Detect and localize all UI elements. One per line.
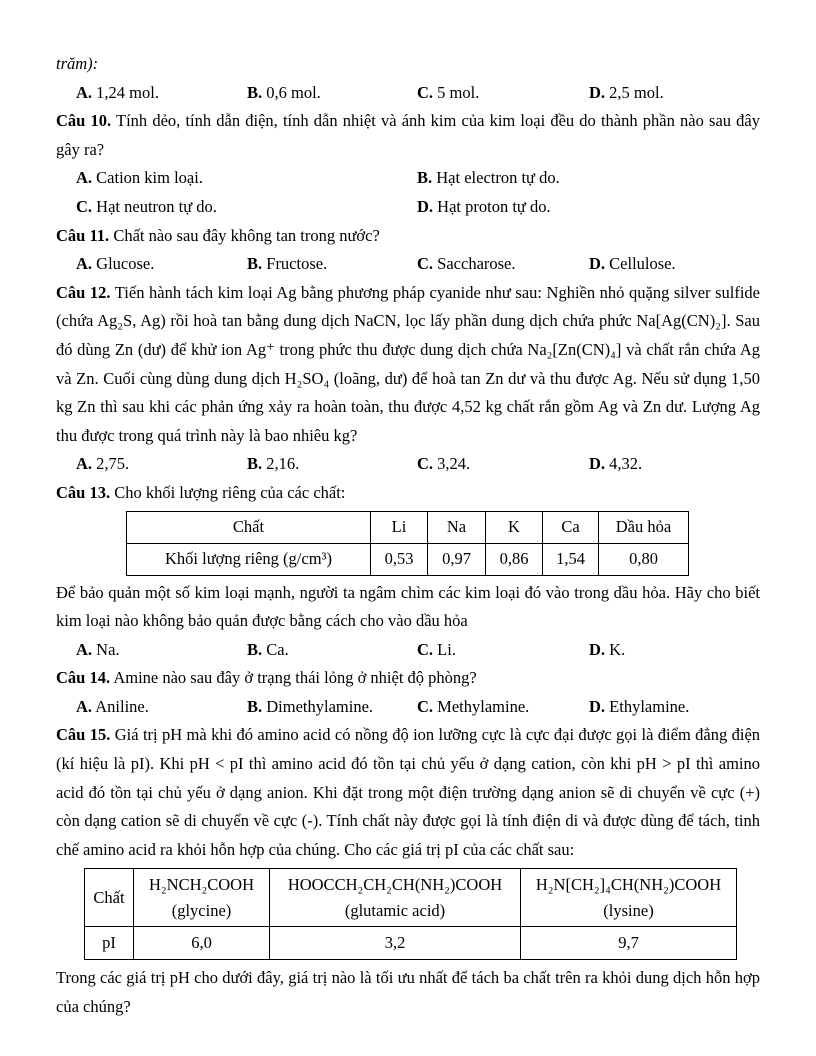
option-text: K. bbox=[609, 639, 626, 659]
question-text: Amine nào sau đây ở trạng thái lỏng ở nhiệt độ phòng? bbox=[113, 668, 477, 688]
question-stem bbox=[56, 479, 760, 508]
question-stem bbox=[56, 664, 760, 693]
option-text: 2,75. bbox=[96, 454, 130, 474]
option-text: Methylamine. bbox=[437, 696, 530, 716]
option-text: Ethylamine. bbox=[609, 696, 690, 716]
pi-table-value-row bbox=[85, 927, 737, 960]
option-text: Li. bbox=[437, 639, 456, 659]
question-text: Cho khối lượng riêng của các chất: bbox=[114, 482, 346, 502]
question-text: Tiến hành tách kim loại Ag bằng phương pháp cyanide như sau: Nghiền nhỏ quặng silver sulfide (chứa Ag₂S, Ag) rồi hoà tan bằng dung dịch NaCN, lọc lấy phần dung dịch chứa phức Na[Ag(CN)₂]. Sau đó dùng Zn (dư) để khử ion Ag⁺ trong phức thu được dung dịch chứa Na₂[Zn(CN)₄] và chất rắn chứa Ag và Zn. Cuối cùng dùng dung dịch H₂SO₄ (loãng, dư) để hoà tan Zn dư và thu được Ag. Nếu sử dụng 1,50 kg Zn thì sau khi các phản ứng xảy ra hoàn toàn, thu được 4,52 kg chất rắn gồm Ag và Zn dư. Lượng Ag thu được trong quá trình này là bao nhiêu kg? bbox=[56, 282, 761, 445]
option-d bbox=[589, 693, 760, 722]
question-14 bbox=[56, 664, 760, 721]
formula-text: HOOCCH₂CH₂CH(NH₂)COOH bbox=[287, 874, 503, 894]
option-b bbox=[417, 164, 760, 193]
option-label: A. bbox=[76, 254, 93, 274]
header-cell-ca: Ca bbox=[543, 511, 599, 543]
option-c bbox=[417, 636, 589, 665]
option-text: Cellulose. bbox=[609, 254, 676, 274]
header-cell-lysine bbox=[521, 869, 737, 927]
compound-name: (glycine) bbox=[171, 900, 232, 920]
formula-text: H₂N[CH₂]₄CH(NH₂)COOH bbox=[535, 874, 722, 894]
question-number: Câu 15. bbox=[56, 725, 111, 745]
value-cell-li: 0,53 bbox=[371, 543, 428, 575]
value-cell-glycine: 6,0 bbox=[134, 927, 270, 960]
option-label: C. bbox=[76, 196, 93, 216]
question-text: Giá trị pH mà khi đó amino acid có nồng độ ion lưỡng cực là cực đại được gọi là điểm đẳng điện (kí hiệu là pI). Khi pH < pI thì amino acid đó tồn tại chủ yếu ở dạng cation, còn khi pH > pI thì amino acid đó tồn tại chủ yếu ở dạng anion. Khi đặt trong một điện trường dạng anion sẽ di chuyển về cực (+) còn dạng cation sẽ di chuyển về cực (-). Tính chất này được gọi là tính điện di và được dùng để tách, tinh chế amino acid ra khỏi hỗn hợp của chúng. Cho các giá trị pI của các chất sau: bbox=[56, 725, 761, 859]
option-text: Hạt neutron tự do. bbox=[96, 196, 217, 216]
option-c bbox=[417, 693, 589, 722]
option-a bbox=[76, 693, 247, 722]
option-text: Cation kim loại. bbox=[96, 168, 203, 188]
option-label: C. bbox=[417, 696, 434, 716]
option-label: B. bbox=[247, 696, 263, 716]
value-cell-kerosene: 0,80 bbox=[599, 543, 689, 575]
option-b bbox=[247, 450, 417, 479]
value-cell-na: 0,97 bbox=[428, 543, 486, 575]
header-cell-li: Li bbox=[371, 511, 428, 543]
option-b bbox=[247, 636, 417, 665]
option-a bbox=[76, 250, 247, 279]
question-text: Tính dẻo, tính dẫn điện, tính dẫn nhiệt và ánh kim của kim loại đều do thành phần nào sau đây gây ra? bbox=[56, 111, 761, 159]
options-row bbox=[56, 693, 760, 722]
option-label: D. bbox=[589, 639, 606, 659]
question-number: Câu 14. bbox=[56, 668, 111, 688]
option-label: C. bbox=[417, 454, 434, 474]
option-b bbox=[247, 250, 417, 279]
option-label: D. bbox=[589, 696, 606, 716]
compound-name: (lysine) bbox=[603, 900, 654, 920]
option-d bbox=[589, 79, 760, 108]
option-text: Glucose. bbox=[96, 254, 155, 274]
compound-name: (glutamic acid) bbox=[344, 900, 446, 920]
option-a bbox=[76, 79, 247, 108]
question-text: Chất nào sau đây không tan trong nước? bbox=[113, 225, 380, 245]
option-text: Hạt electron tự do. bbox=[436, 168, 560, 188]
option-label: D. bbox=[589, 82, 606, 102]
value-cell-k: 0,86 bbox=[486, 543, 543, 575]
density-table bbox=[126, 511, 689, 576]
value-cell-ca: 1,54 bbox=[543, 543, 599, 575]
carryover-text: trăm): bbox=[56, 54, 99, 73]
option-label: A. bbox=[76, 454, 93, 474]
lead-options-row bbox=[56, 79, 760, 108]
options-row bbox=[56, 636, 760, 665]
option-label: A. bbox=[76, 82, 93, 102]
header-cell-na: Na bbox=[428, 511, 486, 543]
option-label: C. bbox=[417, 254, 434, 274]
header-cell-substance: Chất bbox=[127, 511, 371, 543]
option-c bbox=[417, 450, 589, 479]
option-b bbox=[247, 693, 417, 722]
header-cell-glycine bbox=[134, 869, 270, 927]
row-label-density: Khối lượng riêng (g/cm³) bbox=[127, 543, 371, 575]
option-text: 4,32. bbox=[609, 454, 643, 474]
option-d bbox=[417, 193, 760, 222]
option-a bbox=[76, 636, 247, 665]
option-label: B. bbox=[247, 454, 263, 474]
option-label: D. bbox=[417, 196, 434, 216]
option-label: C. bbox=[417, 82, 434, 102]
option-b bbox=[247, 79, 417, 108]
corner-cell-substance: Chất bbox=[85, 869, 134, 927]
density-table-header-row bbox=[127, 511, 689, 543]
header-cell-glutamic-acid bbox=[270, 869, 521, 927]
option-text: Ca. bbox=[266, 639, 289, 659]
options-row bbox=[56, 164, 760, 221]
question-number: Câu 13. bbox=[56, 482, 111, 502]
question-12 bbox=[56, 279, 760, 479]
formula-text: H₂NCH₂COOH bbox=[148, 874, 254, 894]
option-label: B. bbox=[247, 82, 263, 102]
option-label: A. bbox=[76, 696, 93, 716]
option-label: D. bbox=[589, 254, 606, 274]
option-text: Hạt proton tự do. bbox=[437, 196, 551, 216]
value-cell-glutamic-acid: 3,2 bbox=[270, 927, 521, 960]
option-label: C. bbox=[417, 639, 434, 659]
question-10 bbox=[56, 107, 760, 221]
option-d bbox=[589, 636, 760, 665]
question-13 bbox=[56, 479, 760, 664]
header-cell-k: K bbox=[486, 511, 543, 543]
option-a bbox=[76, 164, 417, 193]
option-text: 2,16. bbox=[266, 454, 300, 474]
option-text: Saccharose. bbox=[437, 254, 516, 274]
option-a bbox=[76, 450, 247, 479]
question-note: Để bảo quản một số kim loại mạnh, người ta ngâm chìm các kim loại đó vào trong dầu hỏa. Hãy cho biết kim loại nào không bảo quản được bằng cách cho vào dầu hỏa bbox=[56, 582, 760, 631]
option-text: Na. bbox=[96, 639, 120, 659]
pi-table bbox=[84, 868, 737, 960]
option-text: 0,6 mol. bbox=[266, 82, 321, 102]
option-text: 3,24. bbox=[437, 454, 471, 474]
option-label: B. bbox=[417, 168, 433, 188]
question-number: Câu 12. bbox=[56, 282, 111, 302]
question-11 bbox=[56, 222, 760, 279]
options-row bbox=[56, 250, 760, 279]
option-text: 5 mol. bbox=[437, 82, 480, 102]
option-label: D. bbox=[589, 454, 606, 474]
question-stem bbox=[56, 279, 760, 451]
value-cell-lysine: 9,7 bbox=[521, 927, 737, 960]
option-c bbox=[417, 250, 589, 279]
option-text: 1,24 mol. bbox=[96, 82, 159, 102]
option-label: A. bbox=[76, 168, 93, 188]
density-table-value-row bbox=[127, 543, 689, 575]
option-d bbox=[589, 450, 760, 479]
option-text: 2,5 mol. bbox=[609, 82, 664, 102]
option-text: Dimethylamine. bbox=[266, 696, 374, 716]
option-label: B. bbox=[247, 254, 263, 274]
options-row bbox=[56, 450, 760, 479]
option-label: A. bbox=[76, 639, 93, 659]
option-label: B. bbox=[247, 639, 263, 659]
option-text: Fructose. bbox=[266, 254, 328, 274]
option-c bbox=[76, 193, 417, 222]
question-15 bbox=[56, 721, 760, 1021]
question-stem bbox=[56, 107, 760, 164]
option-text: Aniline. bbox=[95, 696, 149, 716]
pi-table-header-row bbox=[85, 869, 737, 927]
question-tail: Trong các giá trị pH cho dưới đây, giá trị nào là tối ưu nhất để tách ba chất trên ra khỏi dung dịch hỗn hợp của chúng? bbox=[56, 968, 760, 1017]
row-label-pi: pI bbox=[85, 927, 134, 960]
header-cell-kerosene: Dầu hỏa bbox=[599, 511, 689, 543]
option-c bbox=[417, 79, 589, 108]
question-stem bbox=[56, 222, 760, 251]
question-number: Câu 11. bbox=[56, 225, 110, 245]
option-d bbox=[589, 250, 760, 279]
question-number: Câu 10. bbox=[56, 111, 112, 131]
question-stem bbox=[56, 721, 760, 864]
